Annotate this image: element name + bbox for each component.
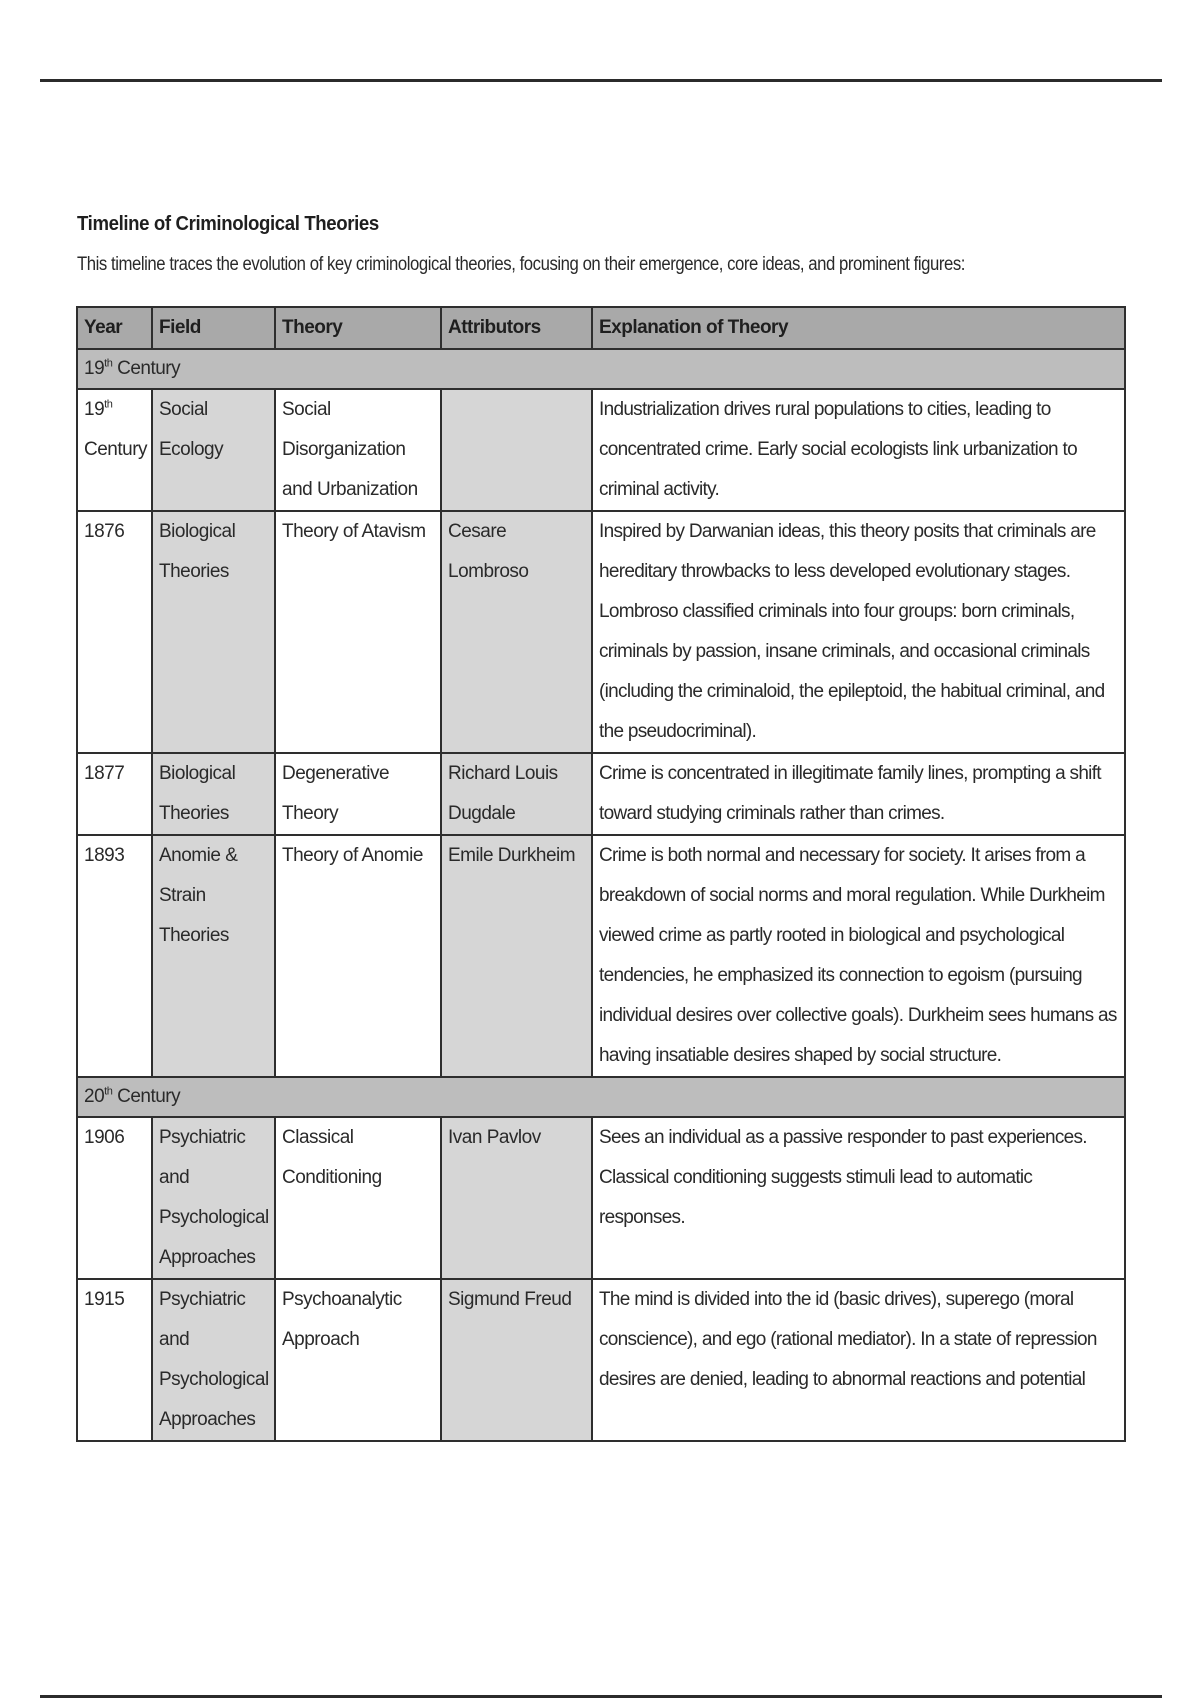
century-label: 20th Century bbox=[77, 1077, 1125, 1117]
theory-cell: Social Disorganization and Urbanization bbox=[275, 389, 441, 511]
table-row bbox=[77, 835, 1125, 1077]
document-title: Timeline of Criminological Theories bbox=[77, 213, 379, 235]
year-cell: 1876 bbox=[77, 511, 152, 753]
theories-table bbox=[76, 306, 1126, 1442]
explanation-cell: Industrialization drives rural populations to cities, leading to concentrated crime. Early social ecologists link urbanization to criminal activity. bbox=[592, 389, 1125, 511]
theory-cell: Classical Conditioning bbox=[275, 1117, 441, 1279]
explanation-cell: Crime is concentrated in illegitimate family lines, prompting a shift toward studying criminals rather than crimes. bbox=[592, 753, 1125, 835]
top-rule bbox=[40, 79, 1162, 82]
table-header-row bbox=[77, 307, 1125, 349]
explanation-cell: Inspired by Darwanian ideas, this theory posits that criminals are hereditary throwbacks to less developed evolutionary stages. Lombroso classified criminals into four groups: born criminals, criminals by passion, insane criminals, and occasional criminals (including the criminaloid, the epileptoid, the habitual criminal, and the pseudocriminal). bbox=[592, 511, 1125, 753]
header-explanation: Explanation of Theory bbox=[592, 307, 1125, 349]
attributors-cell: Emile Durkheim bbox=[441, 835, 592, 1077]
field-cell: Psychiatric and Psychological Approaches bbox=[152, 1279, 275, 1441]
field-cell: Social Ecology bbox=[152, 389, 275, 511]
attributors-cell: Ivan Pavlov bbox=[441, 1117, 592, 1279]
attributors-cell: Sigmund Freud bbox=[441, 1279, 592, 1441]
theory-cell: Psychoanalytic Approach bbox=[275, 1279, 441, 1441]
year-cell: 19th Century bbox=[77, 389, 152, 511]
century-row-20th bbox=[77, 1077, 1125, 1117]
explanation-cell: The mind is divided into the id (basic drives), superego (moral conscience), and ego (rational mediator). In a state of repression desires are denied, leading to abnormal reactions and potential bbox=[592, 1279, 1125, 1441]
year-cell: 1877 bbox=[77, 753, 152, 835]
table-row bbox=[77, 1117, 1125, 1279]
year-cell: 1915 bbox=[77, 1279, 152, 1441]
table-row bbox=[77, 753, 1125, 835]
explanation-cell: Crime is both normal and necessary for society. It arises from a breakdown of social norms and moral regulation. While Durkheim viewed crime as partly rooted in biological and psychological tendencies, he emphasized its connection to egoism (pursuing individual desires over collective goals). Durkheim sees humans as having insatiable desires shaped by social structure. bbox=[592, 835, 1125, 1077]
attributors-cell: Richard Louis Dugdale bbox=[441, 753, 592, 835]
theory-cell: Degenerative Theory bbox=[275, 753, 441, 835]
attributors-cell bbox=[441, 389, 592, 511]
attributors-cell: Cesare Lombroso bbox=[441, 511, 592, 753]
header-year: Year bbox=[77, 307, 152, 349]
table-row bbox=[77, 389, 1125, 511]
year-cell: 1906 bbox=[77, 1117, 152, 1279]
header-field: Field bbox=[152, 307, 275, 349]
table-row bbox=[77, 1279, 1125, 1441]
theory-cell: Theory of Anomie bbox=[275, 835, 441, 1077]
header-theory: Theory bbox=[275, 307, 441, 349]
year-cell: 1893 bbox=[77, 835, 152, 1077]
field-cell: Biological Theories bbox=[152, 753, 275, 835]
field-cell: Psychiatric and Psychological Approaches bbox=[152, 1117, 275, 1279]
theory-cell: Theory of Atavism bbox=[275, 511, 441, 753]
field-cell: Anomie & Strain Theories bbox=[152, 835, 275, 1077]
table-row bbox=[77, 511, 1125, 753]
field-cell: Biological Theories bbox=[152, 511, 275, 753]
document-intro: This timeline traces the evolution of key criminological theories, focusing on their emergence, core ideas, and prominent figures: bbox=[77, 254, 965, 275]
bottom-rule bbox=[40, 1695, 1162, 1698]
header-attributors: Attributors bbox=[441, 307, 592, 349]
century-label: 19th Century bbox=[77, 349, 1125, 389]
century-row-19th bbox=[77, 349, 1125, 389]
explanation-cell: Sees an individual as a passive responder to past experiences. Classical conditioning suggests stimuli lead to automatic responses. bbox=[592, 1117, 1125, 1279]
